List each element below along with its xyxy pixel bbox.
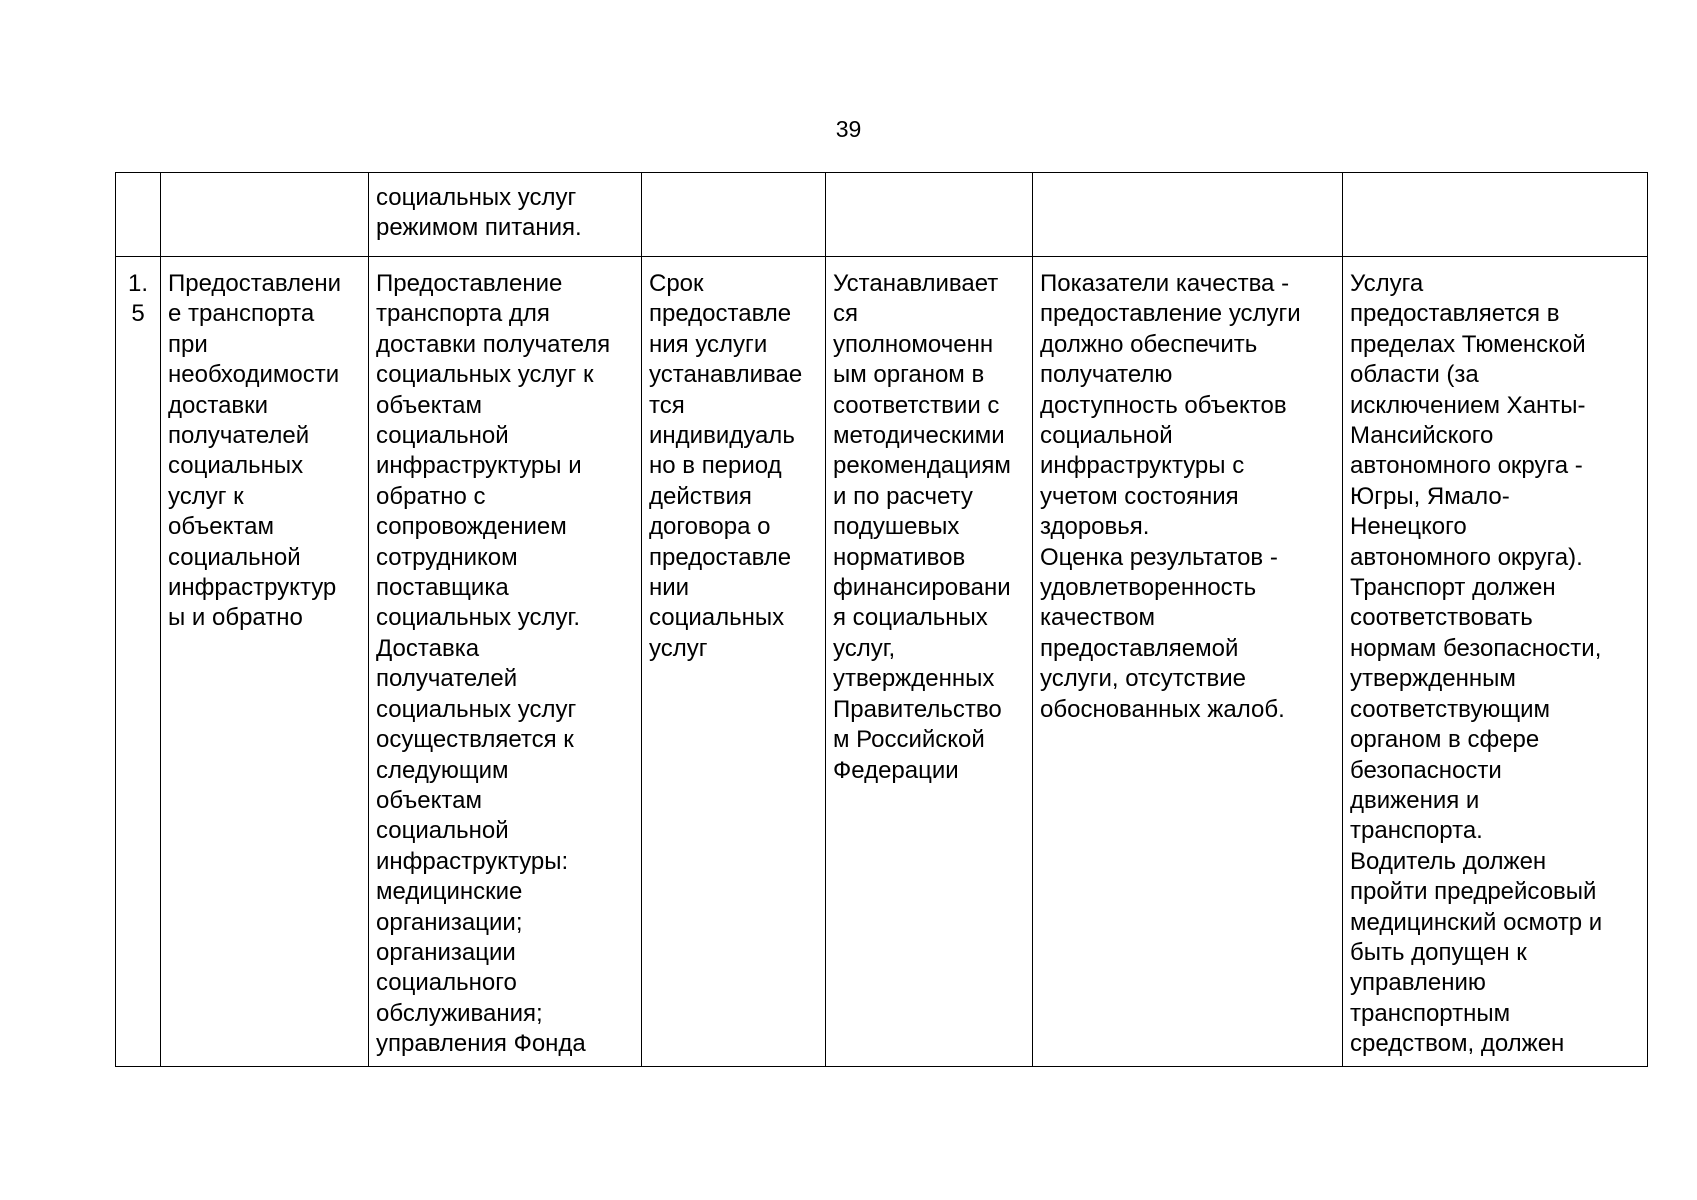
cell-service-name [161,173,369,257]
services-table [115,172,1648,1067]
cell-quality [1033,173,1343,257]
cell-conditions [1343,173,1648,257]
cell-conditions: Услуга предоставляется в пределах Тюменской области (за исключением Ханты- Мансийского автономного округа - Югры, Ямало- Ненецкого автономного округа). Транспорт должен соответствовать нормам безопасности, утвержденным соответствующим органом в сфере безопасности движения и транспорта. Водитель должен пройти предрейсовый медицинский осмотр и быть допущен к управлению транспортным средством, должен [1343,257,1648,1067]
cell-description: социальных услуг режимом питания. [369,173,642,257]
cell-term: Срок предоставле ния услуги устанавливае тся индивидуаль но в период действия договора о предоставле нии социальных услуг [642,257,826,1067]
cell-tariff: Устанавливает ся уполномоченн ым органом в соответствии с методическими рекомендациям и по расчету подушевых нормативов финансировани я социальных услуг, утвержденных Правительство м Российской Федерации [826,257,1033,1067]
cell-tariff [826,173,1033,257]
cell-number [116,173,161,257]
cell-quality: Показатели качества - предоставление услуги должно обеспечить получателю доступность объектов социальной инфраструктуры с учетом состояния здоровья. Оценка результатов - удовлетворенность качеством предоставляемой услуги, отсутствие обоснованных жалоб. [1033,257,1343,1067]
cell-term [642,173,826,257]
table-row-service [116,257,1648,1067]
cell-number: 1. 5 [116,257,161,1067]
cell-service-name: Предоставлени е транспорта при необходимости доставки получателей социальных услуг к объектам социальной инфраструктур ы и обратно [161,257,369,1067]
table-row-continuation [116,173,1648,257]
page-number: 39 [835,116,862,142]
cell-description: Предоставление транспорта для доставки получателя социальных услуг к объектам социальной инфраструктуры и обратно с сопровождением сотрудником поставщика социальных услуг. Доставка получателей социальных услуг осуществляется к следующим объектам социальной инфраструктуры: медицинские организации; организации социального обслуживания; управления Фонда [369,257,642,1067]
